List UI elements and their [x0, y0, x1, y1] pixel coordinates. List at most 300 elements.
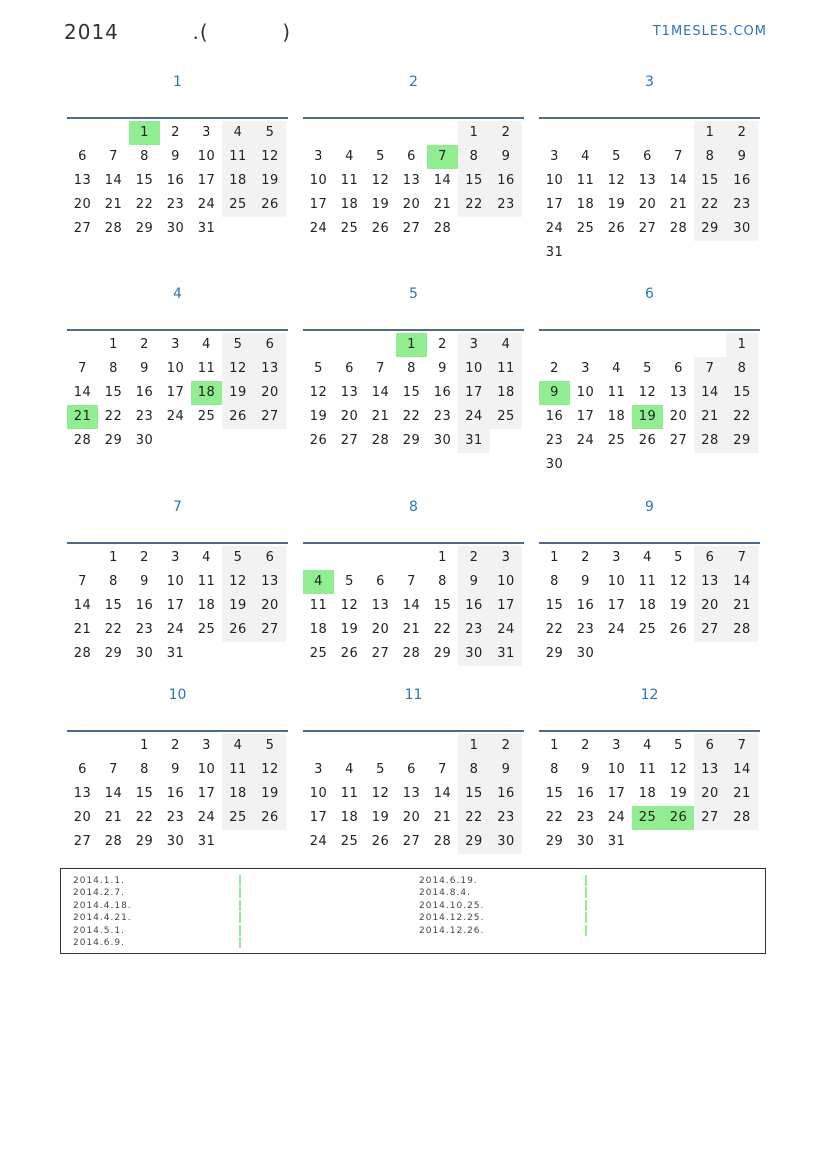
day-cell[interactable]: 20 — [402, 197, 421, 212]
day-cell[interactable]: 6 — [643, 149, 652, 164]
day-cell[interactable]: 15 — [545, 598, 564, 613]
day-cell[interactable]: 10 — [166, 574, 185, 589]
day-cell[interactable]: 22 — [545, 810, 564, 825]
day-cell[interactable]: 4 — [643, 738, 652, 753]
day-cell[interactable]: 21 — [433, 197, 452, 212]
day-cell[interactable]: 3 — [202, 125, 211, 140]
day-cell[interactable]: 5 — [376, 149, 385, 164]
day-cell[interactable]: 18 — [309, 622, 328, 637]
day-cell[interactable]: 13 — [73, 173, 92, 188]
day-cell[interactable]: 28 — [694, 429, 726, 453]
day-cell[interactable]: 20 — [694, 782, 726, 806]
day-cell[interactable]: 17 — [166, 598, 185, 613]
day-cell[interactable]: 11 — [197, 361, 216, 376]
day-cell[interactable]: 7 — [78, 361, 87, 376]
day-cell[interactable]: 16 — [135, 598, 154, 613]
day-cell[interactable]: 8 — [438, 574, 447, 589]
day-cell[interactable]: 26 — [254, 806, 286, 830]
day-cell[interactable]: 26 — [607, 221, 626, 236]
day-cell[interactable]: 11 — [576, 173, 595, 188]
day-cell[interactable]: 29 — [726, 429, 758, 453]
day-cell[interactable]: 21 — [669, 197, 688, 212]
day-cell[interactable]: 5 — [254, 734, 286, 758]
day-cell[interactable]: 26 — [638, 433, 657, 448]
day-cell[interactable]: 28 — [433, 834, 452, 849]
day-cell[interactable]: 4 — [643, 550, 652, 565]
day-cell[interactable]: 6 — [254, 333, 286, 357]
day-cell[interactable]: 12 — [254, 758, 286, 782]
day-cell[interactable]: 5 — [674, 550, 683, 565]
day-cell[interactable]: 1 — [458, 121, 490, 145]
day-cell[interactable]: 28 — [433, 221, 452, 236]
day-cell[interactable]: 11 — [490, 357, 522, 381]
day-cell[interactable]: 1 — [438, 550, 447, 565]
day-cell[interactable]: 19 — [607, 197, 626, 212]
day-cell[interactable]: 28 — [73, 646, 92, 661]
day-cell[interactable]: 8 — [458, 758, 490, 782]
day-cell[interactable]: 7 — [407, 574, 416, 589]
day-cell[interactable]: 3 — [314, 149, 323, 164]
day-cell[interactable]: 5 — [674, 738, 683, 753]
day-cell[interactable]: 12 — [222, 357, 254, 381]
day-cell[interactable]: 22 — [694, 193, 726, 217]
day-cell[interactable]: 5 — [254, 121, 286, 145]
day-cell[interactable]: 22 — [104, 622, 123, 637]
day-cell[interactable]: 19 — [669, 598, 688, 613]
day-cell[interactable]: 28 — [104, 834, 123, 849]
day-cell[interactable]: 1 — [694, 121, 726, 145]
day-cell[interactable]: 13 — [371, 598, 390, 613]
day-cell[interactable]: 7 — [78, 574, 87, 589]
day-cell[interactable]: 30 — [490, 830, 522, 854]
day-cell[interactable]: 27 — [669, 433, 688, 448]
day-cell[interactable]: 2 — [438, 337, 447, 352]
day-cell[interactable]: 18 — [197, 598, 216, 613]
day-cell[interactable]: 9 — [581, 574, 590, 589]
day-cell[interactable]: 15 — [545, 786, 564, 801]
day-cell[interactable]: 23 — [490, 193, 522, 217]
day-cell[interactable]: 11 — [197, 574, 216, 589]
day-cell[interactable]: 1 — [396, 333, 427, 357]
day-cell[interactable]: 20 — [254, 381, 286, 405]
day-cell[interactable]: 16 — [545, 409, 564, 424]
day-cell[interactable]: 13 — [669, 385, 688, 400]
day-cell[interactable]: 9 — [140, 574, 149, 589]
day-cell[interactable]: 28 — [73, 433, 92, 448]
day-cell[interactable]: 26 — [254, 193, 286, 217]
day-cell[interactable]: 26 — [669, 622, 688, 637]
day-cell[interactable]: 24 — [309, 834, 328, 849]
day-cell[interactable]: 24 — [309, 221, 328, 236]
day-cell[interactable]: 30 — [545, 457, 564, 472]
day-cell[interactable]: 20 — [694, 594, 726, 618]
day-cell[interactable]: 30 — [726, 217, 758, 241]
day-cell[interactable]: 27 — [402, 834, 421, 849]
day-cell[interactable]: 17 — [309, 810, 328, 825]
day-cell[interactable]: 26 — [222, 618, 254, 642]
day-cell[interactable]: 6 — [407, 762, 416, 777]
day-cell[interactable]: 17 — [545, 197, 564, 212]
day-cell[interactable]: 2 — [581, 550, 590, 565]
day-cell[interactable]: 29 — [402, 433, 421, 448]
day-cell[interactable]: 21 — [371, 409, 390, 424]
day-cell[interactable]: 25 — [607, 433, 626, 448]
day-cell[interactable]: 22 — [458, 806, 490, 830]
day-cell[interactable]: 1 — [140, 738, 149, 753]
day-cell[interactable]: 14 — [726, 758, 758, 782]
day-cell[interactable]: 15 — [458, 169, 490, 193]
day-cell[interactable]: 6 — [694, 734, 726, 758]
day-cell[interactable]: 13 — [402, 173, 421, 188]
day-cell[interactable]: 29 — [104, 646, 123, 661]
day-cell[interactable]: 21 — [73, 622, 92, 637]
day-cell[interactable]: 26 — [371, 834, 390, 849]
day-cell[interactable]: 9 — [438, 361, 447, 376]
day-cell[interactable]: 17 — [607, 598, 626, 613]
day-cell[interactable]: 17 — [490, 594, 522, 618]
day-cell[interactable]: 31 — [545, 245, 564, 260]
day-cell[interactable]: 22 — [104, 409, 123, 424]
day-cell[interactable]: 25 — [638, 622, 657, 637]
day-cell[interactable]: 30 — [135, 433, 154, 448]
day-cell[interactable]: 21 — [726, 782, 758, 806]
day-cell[interactable]: 11 — [340, 173, 359, 188]
day-cell[interactable]: 7 — [726, 734, 758, 758]
day-cell[interactable]: 12 — [340, 598, 359, 613]
day-cell[interactable]: 24 — [607, 622, 626, 637]
day-cell[interactable]: 2 — [458, 546, 490, 570]
day-cell[interactable]: 24 — [490, 618, 522, 642]
day-cell[interactable]: 12 — [222, 570, 254, 594]
day-cell[interactable]: 7 — [438, 762, 447, 777]
day-cell[interactable]: 3 — [171, 337, 180, 352]
day-cell[interactable]: 24 — [166, 622, 185, 637]
day-cell[interactable]: 23 — [166, 197, 185, 212]
day-cell[interactable]: 16 — [458, 594, 490, 618]
day-cell[interactable]: 3 — [612, 738, 621, 753]
day-cell[interactable]: 23 — [576, 810, 595, 825]
day-cell[interactable]: 4 — [222, 121, 254, 145]
day-cell[interactable]: 1 — [458, 734, 490, 758]
day-cell[interactable]: 23 — [490, 806, 522, 830]
day-cell[interactable]: 11 — [340, 786, 359, 801]
day-cell[interactable]: 22 — [135, 197, 154, 212]
day-cell[interactable]: 9 — [726, 145, 758, 169]
day-cell[interactable]: 19 — [309, 409, 328, 424]
day-cell[interactable]: 2 — [140, 337, 149, 352]
day-cell[interactable]: 21 — [726, 594, 758, 618]
day-cell[interactable]: 30 — [166, 221, 185, 236]
day-cell[interactable]: 7 — [427, 145, 458, 169]
day-cell[interactable]: 10 — [545, 173, 564, 188]
day-cell[interactable]: 8 — [550, 574, 559, 589]
day-cell[interactable]: 8 — [140, 762, 149, 777]
day-cell[interactable]: 19 — [340, 622, 359, 637]
day-cell[interactable]: 26 — [309, 433, 328, 448]
day-cell[interactable]: 26 — [663, 806, 694, 830]
day-cell[interactable]: 12 — [254, 145, 286, 169]
day-cell[interactable]: 9 — [171, 149, 180, 164]
day-cell[interactable]: 3 — [171, 550, 180, 565]
day-cell[interactable]: 4 — [202, 337, 211, 352]
day-cell[interactable]: 31 — [607, 834, 626, 849]
day-cell[interactable]: 8 — [694, 145, 726, 169]
day-cell[interactable]: 21 — [104, 197, 123, 212]
day-cell[interactable]: 31 — [197, 221, 216, 236]
day-cell[interactable]: 2 — [171, 125, 180, 140]
site-brand-link[interactable]: T1MESLES.COM — [652, 24, 767, 39]
day-cell[interactable]: 13 — [340, 385, 359, 400]
day-cell[interactable]: 21 — [104, 810, 123, 825]
day-cell[interactable]: 27 — [402, 221, 421, 236]
day-cell[interactable]: 6 — [78, 149, 87, 164]
day-cell[interactable]: 25 — [197, 409, 216, 424]
day-cell[interactable]: 27 — [254, 405, 286, 429]
day-cell[interactable]: 17 — [309, 197, 328, 212]
day-cell[interactable]: 22 — [433, 622, 452, 637]
day-cell[interactable]: 8 — [726, 357, 758, 381]
day-cell[interactable]: 11 — [222, 145, 254, 169]
day-cell[interactable]: 18 — [638, 786, 657, 801]
day-cell[interactable]: 19 — [371, 810, 390, 825]
day-cell[interactable]: 2 — [140, 550, 149, 565]
day-cell[interactable]: 27 — [371, 646, 390, 661]
day-cell[interactable]: 15 — [402, 385, 421, 400]
day-cell[interactable]: 7 — [376, 361, 385, 376]
day-cell[interactable]: 17 — [458, 381, 490, 405]
day-cell[interactable]: 6 — [254, 546, 286, 570]
day-cell[interactable]: 23 — [166, 810, 185, 825]
day-cell[interactable]: 9 — [490, 758, 522, 782]
day-cell[interactable]: 20 — [638, 197, 657, 212]
day-cell[interactable]: 18 — [576, 197, 595, 212]
day-cell[interactable]: 20 — [402, 810, 421, 825]
day-cell[interactable]: 23 — [433, 409, 452, 424]
day-cell[interactable]: 15 — [458, 782, 490, 806]
day-cell[interactable]: 14 — [104, 173, 123, 188]
day-cell[interactable]: 9 — [171, 762, 180, 777]
day-cell[interactable]: 6 — [694, 546, 726, 570]
day-cell[interactable]: 31 — [490, 642, 522, 666]
day-cell[interactable]: 15 — [726, 381, 758, 405]
day-cell[interactable]: 16 — [726, 169, 758, 193]
day-cell[interactable]: 6 — [376, 574, 385, 589]
day-cell[interactable]: 4 — [581, 149, 590, 164]
day-cell[interactable]: 18 — [490, 381, 522, 405]
day-cell[interactable]: 25 — [309, 646, 328, 661]
day-cell[interactable]: 14 — [694, 381, 726, 405]
day-cell[interactable]: 20 — [254, 594, 286, 618]
day-cell[interactable]: 2 — [581, 738, 590, 753]
day-cell[interactable]: 30 — [576, 646, 595, 661]
day-cell[interactable]: 5 — [222, 546, 254, 570]
day-cell[interactable]: 1 — [726, 333, 758, 357]
day-cell[interactable]: 8 — [407, 361, 416, 376]
day-cell[interactable]: 2 — [171, 738, 180, 753]
day-cell[interactable]: 16 — [135, 385, 154, 400]
day-cell[interactable]: 27 — [254, 618, 286, 642]
day-cell[interactable]: 14 — [104, 786, 123, 801]
day-cell[interactable]: 5 — [376, 762, 385, 777]
day-cell[interactable]: 23 — [135, 409, 154, 424]
day-cell[interactable]: 10 — [197, 149, 216, 164]
day-cell[interactable]: 1 — [550, 738, 559, 753]
day-cell[interactable]: 25 — [197, 622, 216, 637]
day-cell[interactable]: 16 — [490, 782, 522, 806]
day-cell[interactable]: 20 — [340, 409, 359, 424]
day-cell[interactable]: 23 — [576, 622, 595, 637]
day-cell[interactable]: 15 — [433, 598, 452, 613]
day-cell[interactable]: 30 — [576, 834, 595, 849]
day-cell[interactable]: 31 — [458, 429, 490, 453]
day-cell[interactable]: 19 — [254, 782, 286, 806]
day-cell[interactable]: 12 — [669, 762, 688, 777]
day-cell[interactable]: 14 — [73, 385, 92, 400]
day-cell[interactable]: 6 — [674, 361, 683, 376]
day-cell[interactable]: 1 — [109, 550, 118, 565]
day-cell[interactable]: 5 — [345, 574, 354, 589]
day-cell[interactable]: 4 — [202, 550, 211, 565]
day-cell[interactable]: 23 — [458, 618, 490, 642]
day-cell[interactable]: 28 — [371, 433, 390, 448]
day-cell[interactable]: 16 — [576, 598, 595, 613]
day-cell[interactable]: 3 — [581, 361, 590, 376]
day-cell[interactable]: 13 — [694, 758, 726, 782]
day-cell[interactable]: 14 — [726, 570, 758, 594]
day-cell[interactable]: 22 — [402, 409, 421, 424]
day-cell[interactable]: 2 — [490, 734, 522, 758]
day-cell[interactable]: 10 — [309, 173, 328, 188]
day-cell[interactable]: 29 — [135, 221, 154, 236]
day-cell[interactable]: 25 — [340, 221, 359, 236]
day-cell[interactable]: 27 — [694, 618, 726, 642]
day-cell[interactable]: 6 — [407, 149, 416, 164]
day-cell[interactable]: 18 — [222, 169, 254, 193]
day-cell[interactable]: 14 — [433, 786, 452, 801]
day-cell[interactable]: 25 — [490, 405, 522, 429]
day-cell[interactable]: 9 — [581, 762, 590, 777]
day-cell[interactable]: 26 — [222, 405, 254, 429]
day-cell[interactable]: 3 — [490, 546, 522, 570]
day-cell[interactable]: 10 — [197, 762, 216, 777]
day-cell[interactable]: 3 — [202, 738, 211, 753]
day-cell[interactable]: 12 — [371, 786, 390, 801]
day-cell[interactable]: 17 — [607, 786, 626, 801]
day-cell[interactable]: 8 — [109, 574, 118, 589]
day-cell[interactable]: 21 — [402, 622, 421, 637]
day-cell[interactable]: 11 — [309, 598, 328, 613]
day-cell[interactable]: 18 — [222, 782, 254, 806]
day-cell[interactable]: 7 — [109, 762, 118, 777]
day-cell[interactable]: 10 — [309, 786, 328, 801]
day-cell[interactable]: 29 — [694, 217, 726, 241]
day-cell[interactable]: 24 — [166, 409, 185, 424]
day-cell[interactable]: 19 — [371, 197, 390, 212]
day-cell[interactable]: 30 — [458, 642, 490, 666]
day-cell[interactable]: 24 — [607, 810, 626, 825]
day-cell[interactable]: 3 — [550, 149, 559, 164]
day-cell[interactable]: 24 — [197, 810, 216, 825]
day-cell[interactable]: 10 — [490, 570, 522, 594]
day-cell[interactable]: 12 — [309, 385, 328, 400]
day-cell[interactable]: 29 — [433, 646, 452, 661]
day-cell[interactable]: 2 — [550, 361, 559, 376]
day-cell[interactable]: 11 — [638, 762, 657, 777]
day-cell[interactable]: 24 — [576, 433, 595, 448]
day-cell[interactable]: 15 — [135, 173, 154, 188]
day-cell[interactable]: 5 — [222, 333, 254, 357]
day-cell[interactable]: 16 — [166, 786, 185, 801]
day-cell[interactable]: 19 — [254, 169, 286, 193]
day-cell[interactable]: 19 — [632, 405, 663, 429]
day-cell[interactable]: 14 — [73, 598, 92, 613]
day-cell[interactable]: 22 — [726, 405, 758, 429]
day-cell[interactable]: 31 — [166, 646, 185, 661]
day-cell[interactable]: 20 — [73, 810, 92, 825]
day-cell[interactable]: 24 — [545, 221, 564, 236]
day-cell[interactable]: 26 — [340, 646, 359, 661]
day-cell[interactable]: 1 — [129, 121, 160, 145]
day-cell[interactable]: 22 — [135, 810, 154, 825]
day-cell[interactable]: 23 — [545, 433, 564, 448]
day-cell[interactable]: 16 — [576, 786, 595, 801]
day-cell[interactable]: 15 — [104, 598, 123, 613]
day-cell[interactable]: 8 — [109, 361, 118, 376]
day-cell[interactable]: 8 — [550, 762, 559, 777]
day-cell[interactable]: 23 — [135, 622, 154, 637]
day-cell[interactable]: 18 — [340, 197, 359, 212]
day-cell[interactable]: 11 — [607, 385, 626, 400]
day-cell[interactable]: 18 — [191, 381, 222, 405]
day-cell[interactable]: 25 — [576, 221, 595, 236]
day-cell[interactable]: 14 — [669, 173, 688, 188]
day-cell[interactable]: 31 — [197, 834, 216, 849]
day-cell[interactable]: 28 — [726, 618, 758, 642]
day-cell[interactable]: 28 — [726, 806, 758, 830]
day-cell[interactable]: 14 — [433, 173, 452, 188]
day-cell[interactable]: 1 — [550, 550, 559, 565]
day-cell[interactable]: 13 — [254, 357, 286, 381]
day-cell[interactable]: 20 — [371, 622, 390, 637]
day-cell[interactable]: 4 — [490, 333, 522, 357]
day-cell[interactable]: 13 — [73, 786, 92, 801]
day-cell[interactable]: 20 — [73, 197, 92, 212]
day-cell[interactable]: 22 — [458, 193, 490, 217]
day-cell[interactable]: 6 — [78, 762, 87, 777]
day-cell[interactable]: 29 — [545, 834, 564, 849]
day-cell[interactable]: 29 — [135, 834, 154, 849]
day-cell[interactable]: 12 — [638, 385, 657, 400]
day-cell[interactable]: 29 — [545, 646, 564, 661]
day-cell[interactable]: 7 — [726, 546, 758, 570]
day-cell[interactable]: 12 — [607, 173, 626, 188]
day-cell[interactable]: 10 — [166, 361, 185, 376]
day-cell[interactable]: 16 — [490, 169, 522, 193]
day-cell[interactable]: 12 — [669, 574, 688, 589]
day-cell[interactable]: 4 — [345, 762, 354, 777]
day-cell[interactable]: 24 — [458, 405, 490, 429]
day-cell[interactable]: 13 — [694, 570, 726, 594]
day-cell[interactable]: 9 — [140, 361, 149, 376]
day-cell[interactable]: 17 — [197, 786, 216, 801]
day-cell[interactable]: 27 — [638, 221, 657, 236]
day-cell[interactable]: 27 — [73, 221, 92, 236]
day-cell[interactable]: 8 — [140, 149, 149, 164]
day-cell[interactable]: 4 — [612, 361, 621, 376]
day-cell[interactable]: 7 — [674, 149, 683, 164]
day-cell[interactable]: 28 — [669, 221, 688, 236]
day-cell[interactable]: 21 — [67, 405, 98, 429]
